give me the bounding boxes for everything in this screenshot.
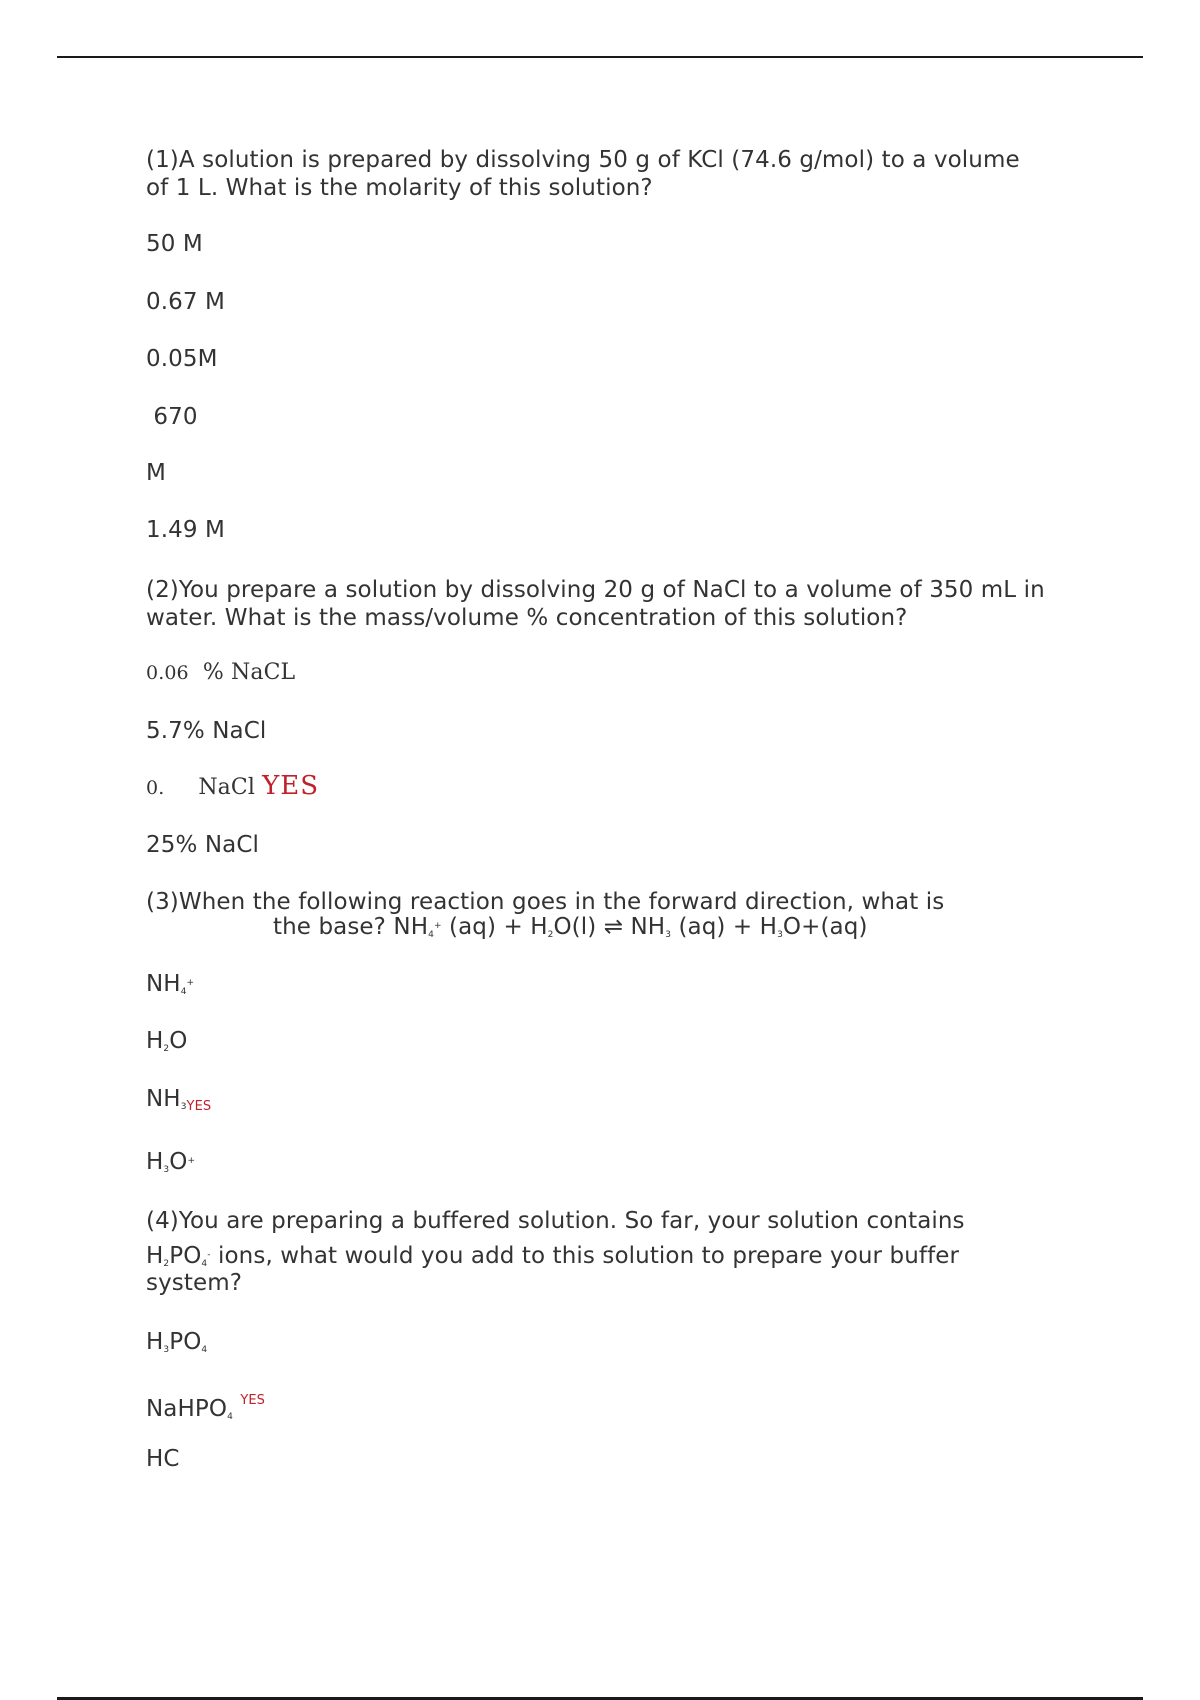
- q1-option-4-unit: M: [146, 460, 166, 486]
- q3-option-4: [146, 1147, 195, 1184]
- q3-text-part: O+(aq): [782, 914, 868, 940]
- q4-superscript: -: [207, 1250, 211, 1260]
- header-rule: [57, 56, 1143, 58]
- q4-option-2-subscript: 4: [227, 1412, 233, 1422]
- q3-option-3-text: NH: [146, 1086, 181, 1112]
- q3-option-2: [146, 1027, 187, 1063]
- q3-option-1: [146, 969, 194, 1006]
- q2-option-4: 25% NaCl: [146, 832, 259, 858]
- question-2-text: (2)You prepare a solution by dissolving 20 g of NaCl to a volume of 350 mL in water. What is the mass/volume % concentration of this solution?: [146, 577, 1045, 631]
- q3-option-2-text: O: [169, 1028, 188, 1054]
- q3-text-part: (aq) + H: [441, 914, 548, 940]
- q3-subscript: 2: [547, 930, 554, 940]
- q4-option-1-subscript: 3: [163, 1345, 170, 1355]
- q1-option-3: 0.05M: [146, 346, 218, 372]
- q3-option-3-subscript: 3: [180, 1102, 187, 1112]
- q3-correct-mark: YES: [186, 1099, 212, 1114]
- q4-option-1: [146, 1328, 207, 1364]
- q2-option-3-value: 0.: [146, 777, 165, 799]
- q1-option-1: 50 M: [146, 231, 203, 257]
- q3-option-3: [146, 1085, 211, 1121]
- q3-option-2-subscript: 2: [163, 1044, 170, 1054]
- question-3-line-2: [146, 912, 868, 949]
- q4-text-part: H: [146, 1243, 164, 1269]
- q4-correct-mark: YES: [240, 1393, 266, 1408]
- q4-option-1-text: PO: [169, 1329, 202, 1355]
- q2-correct-mark: YES: [262, 771, 320, 801]
- q4-text-part: PO: [169, 1243, 202, 1269]
- q3-option-4-superscript: +: [187, 1156, 196, 1166]
- q4-option-2-text: NaHPO: [146, 1396, 228, 1422]
- q3-text-part: the base? NH: [273, 914, 429, 940]
- q3-text-part: O(l) ⇌ NH: [553, 914, 666, 940]
- q2-option-1: [146, 659, 295, 687]
- q3-text-part: (aq) + H: [671, 914, 778, 940]
- question-4-line-1: (4)You are preparing a buffered solution. So far, your solution contains: [146, 1208, 965, 1234]
- q2-option-3-unit: NaCl: [198, 775, 255, 800]
- q3-option-2-text: H: [146, 1028, 164, 1054]
- q4-option-2: [146, 1387, 265, 1431]
- q3-subscript: 4: [428, 930, 434, 940]
- q4-option-1-text: H: [146, 1329, 164, 1355]
- q4-option-3: HC: [146, 1446, 180, 1472]
- q2-option-1-value: 0.06: [146, 662, 189, 684]
- q3-subscript: 3: [777, 930, 783, 940]
- q4-subscript: 2: [163, 1259, 170, 1269]
- q3-superscript: +: [433, 921, 442, 931]
- q3-subscript: 3: [665, 930, 672, 940]
- question-3-line-1: (3)When the following reaction goes in the forward direction, what is: [146, 889, 945, 915]
- q4-text-part: ions, what would you add to this solution to prepare your buffer: [210, 1243, 960, 1269]
- q3-option-4-text: O: [169, 1149, 188, 1175]
- q1-option-5: 1.49 M: [146, 517, 225, 543]
- q3-option-1-subscript: 4: [180, 987, 187, 997]
- q3-option-1-text: NH: [146, 971, 181, 997]
- question-4-line-2: [146, 1241, 959, 1278]
- q1-option-2: 0.67 M: [146, 289, 225, 315]
- q3-option-4-text: H: [146, 1149, 164, 1175]
- q1-option-4: 670: [146, 404, 198, 430]
- q2-option-2: 5.7% NaCl: [146, 718, 267, 744]
- q4-subscript: 4: [201, 1259, 208, 1269]
- question-1-text: (1)A solution is prepared by dissolving 50 g of KCl (74.6 g/mol) to a volume of 1 L. What is the molarity of this solution?: [146, 147, 1020, 201]
- q4-option-1-subscript: 4: [201, 1345, 208, 1355]
- q2-option-1-unit: % NaCL: [202, 660, 296, 685]
- question-4-line-3: system?: [146, 1270, 243, 1296]
- q3-option-4-subscript: 3: [163, 1165, 170, 1175]
- q2-option-3: [146, 772, 319, 802]
- q3-option-1-superscript: +: [186, 978, 195, 988]
